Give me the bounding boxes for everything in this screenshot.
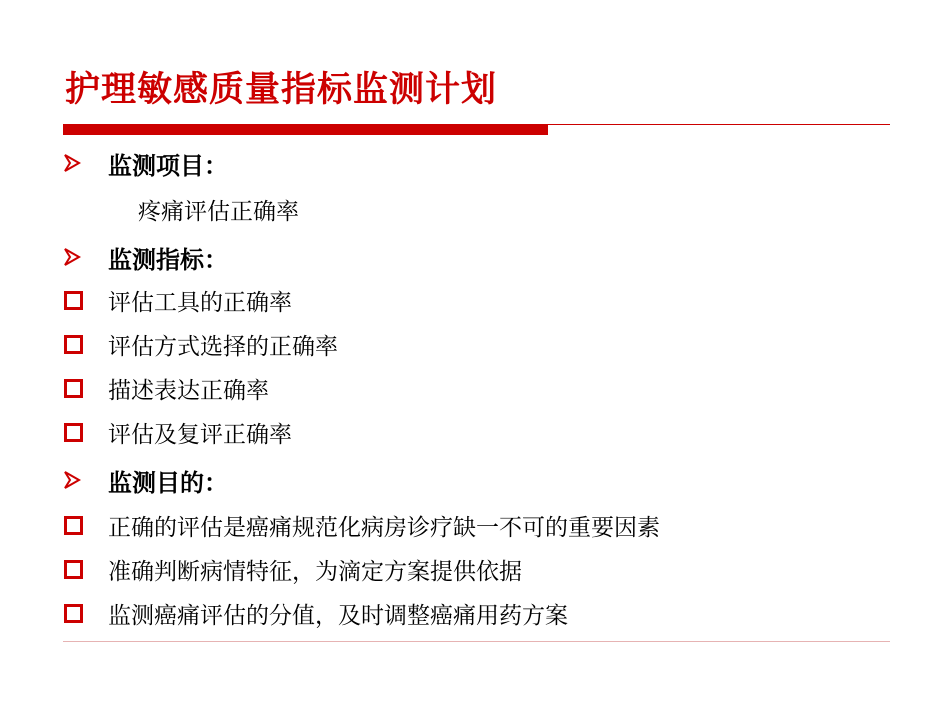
list-item [62, 415, 292, 449]
arrow-right-icon [62, 470, 108, 490]
title-underline-thick [63, 124, 548, 135]
section-heading-text: 监测项目： [108, 151, 228, 180]
list-item-text: 正确的评估是癌痛规范化病房诊疗缺一不可的重要因素 [108, 514, 660, 541]
list-item [62, 371, 269, 405]
square-bullet-icon [64, 560, 83, 579]
list-item-text: 监测癌痛评估的分值，及时调整癌痛用药方案 [108, 602, 568, 629]
footer-divider [63, 641, 890, 642]
list-item-text: 评估方式选择的正确率 [108, 333, 338, 360]
section-heading-monitor-purpose [62, 463, 228, 497]
title-underline-thin [548, 124, 890, 125]
square-bullet-icon [64, 379, 83, 398]
arrow-right-icon [62, 247, 108, 267]
list-item [62, 283, 292, 317]
square-bullet-icon [64, 291, 83, 310]
arrow-right-icon [62, 153, 108, 173]
list-item [62, 508, 660, 542]
list-item-text: 描述表达正确率 [108, 377, 269, 404]
list-item [62, 596, 568, 630]
square-bullet-icon [64, 516, 83, 535]
section-heading-text: 监测指标： [108, 245, 228, 274]
section-heading-text: 监测目的： [108, 468, 228, 497]
section-heading-monitor-indicator [62, 240, 228, 274]
list-item-text: 准确判断病情特征，为滴定方案提供依据 [108, 558, 522, 585]
list-item [62, 327, 338, 361]
square-bullet-icon [64, 604, 83, 623]
square-bullet-icon [64, 335, 83, 354]
list-item-text: 评估及复评正确率 [108, 421, 292, 448]
list-item [62, 552, 522, 586]
section-heading-monitor-item [62, 146, 228, 180]
square-bullet-icon [64, 423, 83, 442]
section-sub-text: 疼痛评估正确率 [138, 199, 299, 225]
slide-title: 护理敏感质量指标监测计划 [65, 70, 498, 110]
list-item-text: 评估工具的正确率 [108, 289, 292, 316]
